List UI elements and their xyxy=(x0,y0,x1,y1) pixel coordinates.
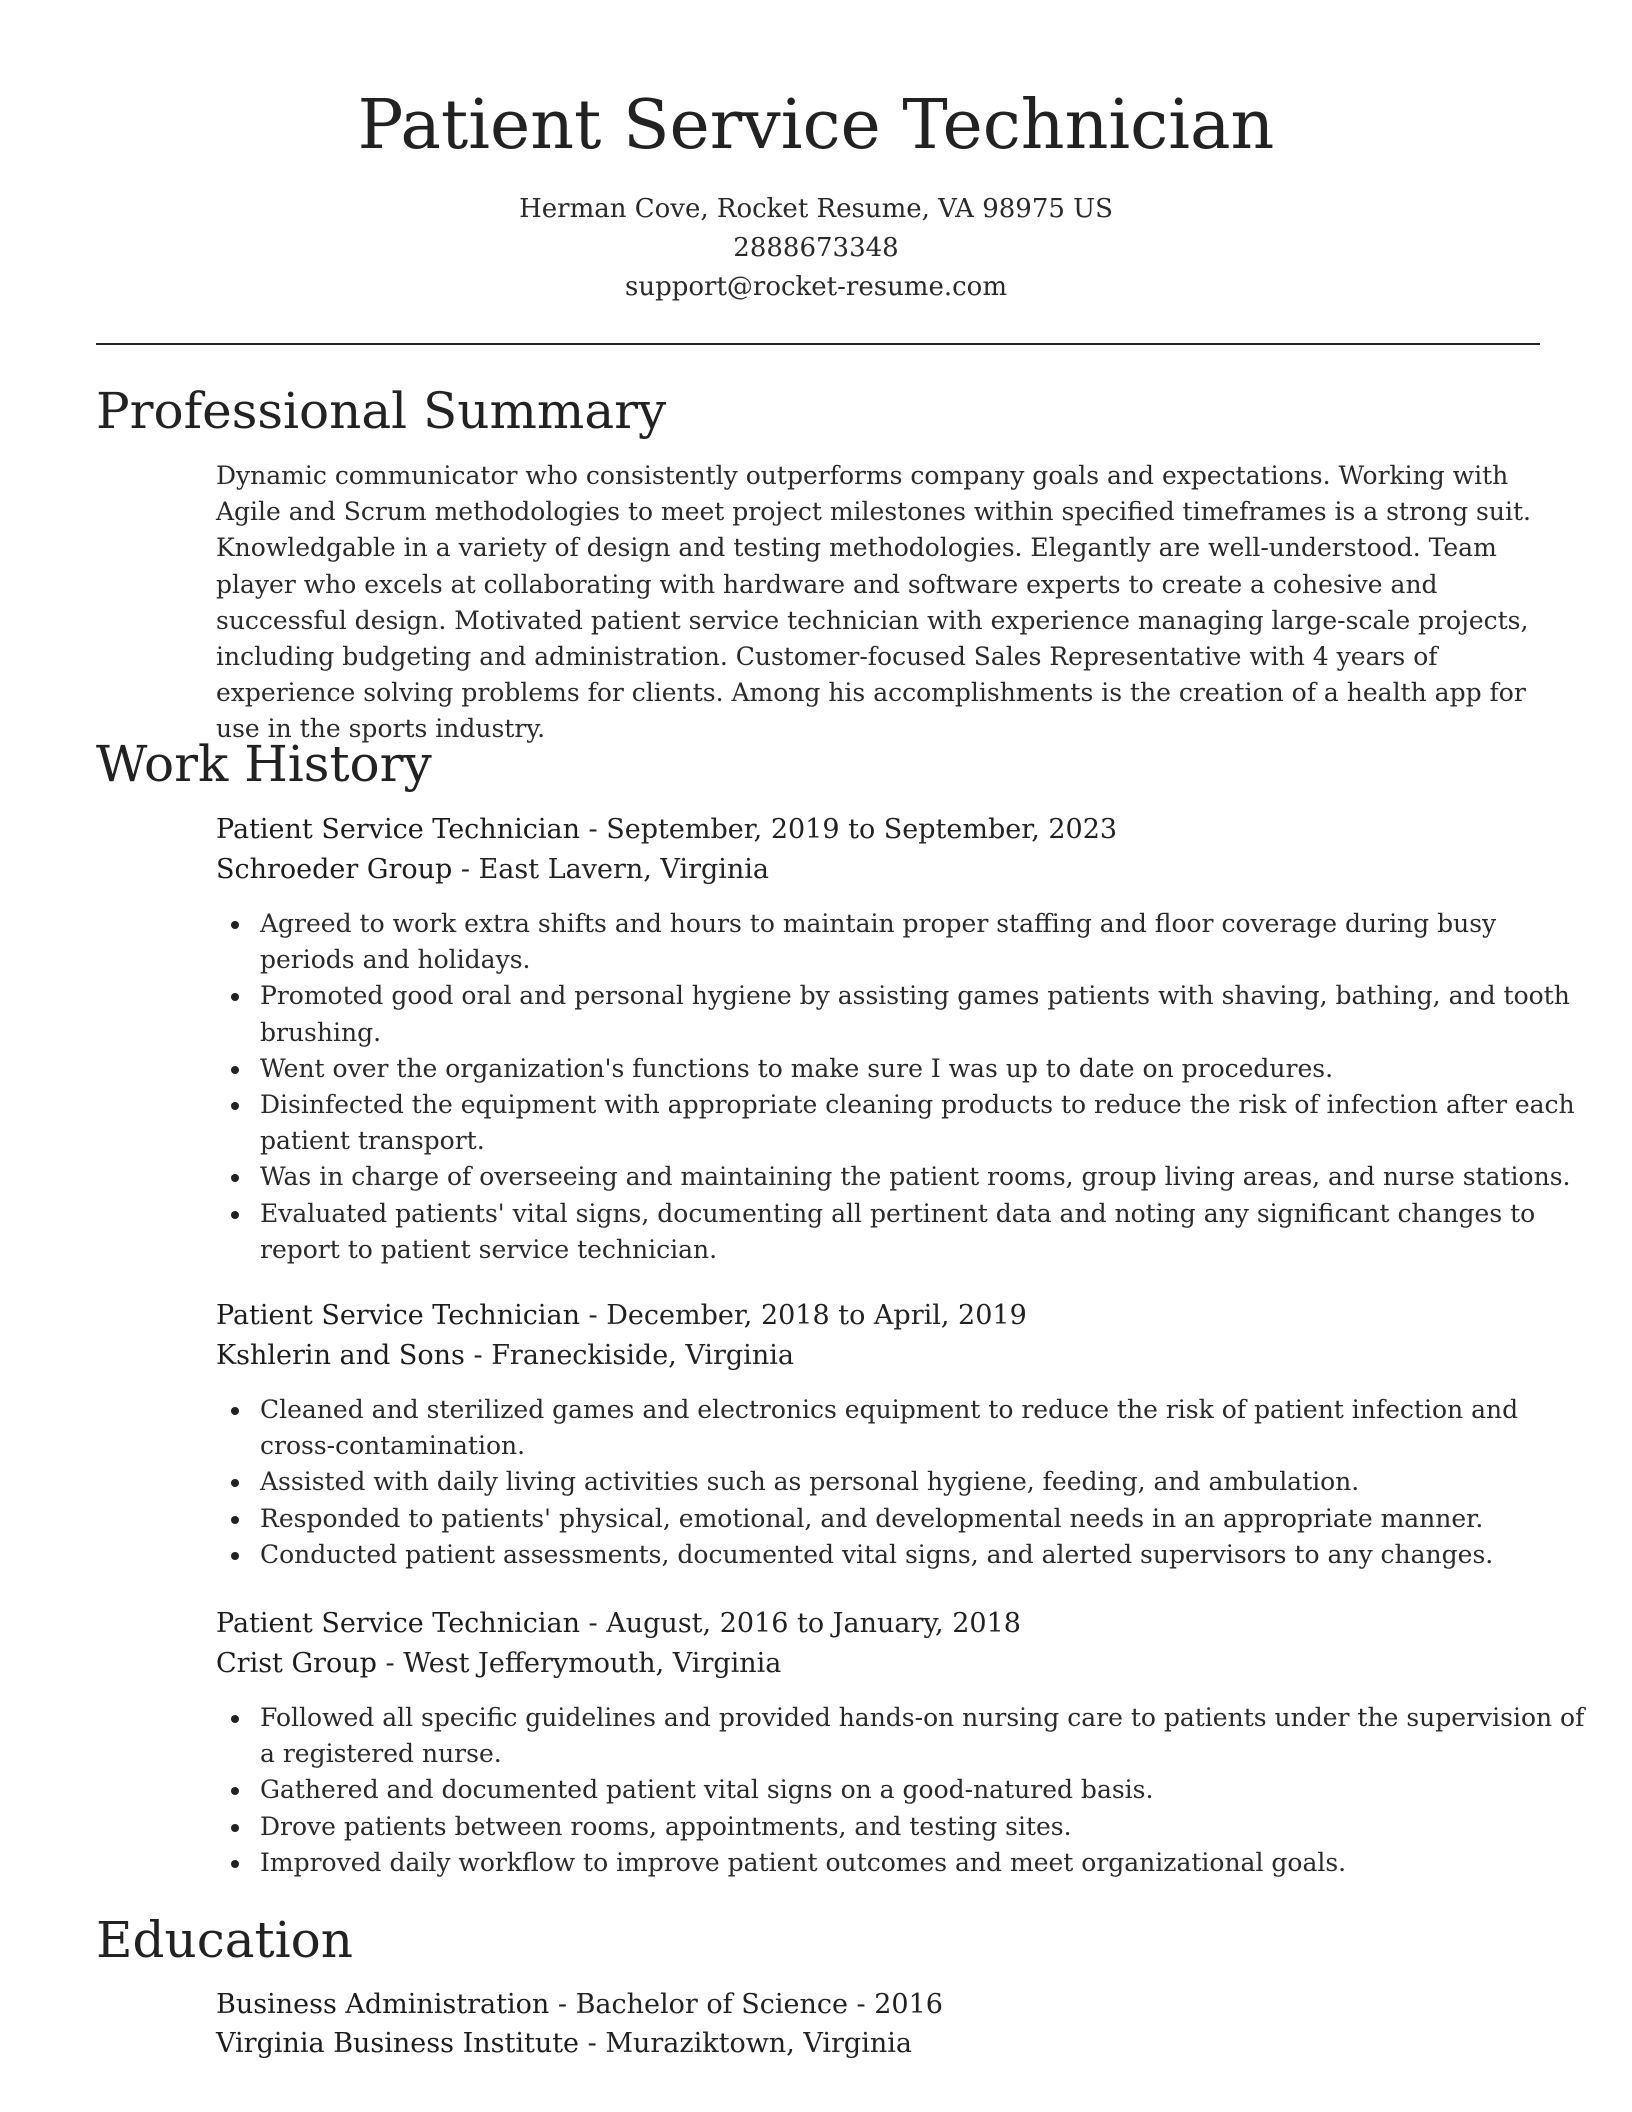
education-school-line xyxy=(216,2024,912,2064)
list-item: Followed all specific guidelines and provided hands-on nursing care to patients under the supervision of a registered nurse. xyxy=(260,1700,1590,1772)
list-item: Drove patients between rooms, appointments, and testing sites. xyxy=(260,1809,1590,1845)
education-heading: Education xyxy=(96,1911,353,1969)
job-1-org-line xyxy=(216,850,769,890)
job-2-bullets xyxy=(216,1392,1590,1573)
list-item: Promoted good oral and personal hygiene by assisting games patients with shaving, bathing, and tooth brushing. xyxy=(260,978,1590,1050)
job-3-dates: - August, 2016 to January, 2018 xyxy=(579,1608,1021,1639)
list-item: Conducted patient assessments, documented vital signs, and alerted supervisors to any changes. xyxy=(260,1537,1590,1573)
list-item: Agreed to work extra shifts and hours to maintain proper staffing and floor coverage during busy periods and holidays. xyxy=(260,906,1590,978)
job-1-title-line xyxy=(216,810,1117,850)
resume-header xyxy=(0,84,1632,307)
list-item: Evaluated patients' vital signs, documenting all pertinent data and noting any significant changes to report to patient service technician. xyxy=(260,1196,1590,1268)
education-degree-line xyxy=(216,1985,943,2025)
contact-address: Herman Cove, Rocket Resume, VA 98975 US xyxy=(519,194,1113,224)
list-item: Improved daily workflow to improve patient outcomes and meet organizational goals. xyxy=(260,1845,1590,1881)
contact-block xyxy=(0,190,1632,307)
job-1-bullets xyxy=(216,906,1590,1268)
job-1-company: Schroeder Group xyxy=(216,854,453,885)
list-item: Assisted with daily living activities such as personal hygiene, feeding, and ambulation. xyxy=(260,1464,1590,1500)
job-3-title-line xyxy=(216,1604,1021,1644)
job-1-location: - East Lavern, Virginia xyxy=(452,854,770,885)
job-1-dates: - September, 2019 to September, 2023 xyxy=(579,814,1118,845)
education-field: Business Administration xyxy=(216,1989,550,2020)
job-2-org-line xyxy=(216,1336,794,1376)
contact-phone: 2888673348 xyxy=(733,233,899,263)
job-3-company: Crist Group xyxy=(216,1648,377,1679)
list-item: Disinfected the equipment with appropriate cleaning products to reduce the risk of infection after each patient transport. xyxy=(260,1087,1590,1159)
job-2-dates: - December, 2018 to April, 2019 xyxy=(579,1300,1027,1331)
list-item: Responded to patients' physical, emotional, and developmental needs in an appropriate manner. xyxy=(260,1501,1590,1537)
list-item: Went over the organization's functions to make sure I was up to date on procedures. xyxy=(260,1051,1590,1087)
header-divider xyxy=(96,343,1540,345)
summary-text: Dynamic communicator who consistently outperforms company goals and expectations. Working with Agile and Scrum methodologies to meet project milestones within specified timeframes is a strong suit. Knowledgable in a variety of design and testing methodologies. Elegantly are well-understood. Team player who excels at collaborating with hardware and software experts to create a cohesive and successful design. Motivated patient service technician with experience managing large-scale projects, including budgeting and administration. Customer-focused Sales Representative with 4 years of experience solving problems for clients. Among his accomplishments is the creation of a health app for use in the sports industry. xyxy=(216,461,1531,744)
education-degree: - Bachelor of Science - 2016 xyxy=(549,1989,943,2020)
list-item: Gathered and documented patient vital signs on a good-natured basis. xyxy=(260,1772,1590,1808)
education-school: Virginia Business Institute xyxy=(216,2028,580,2059)
work-history-heading: Work History xyxy=(96,735,432,793)
contact-email: support@rocket-resume.com xyxy=(624,272,1007,302)
summary-heading: Professional Summary xyxy=(96,382,667,440)
job-2-company: Kshlerin and Sons xyxy=(216,1340,465,1371)
job-1-role: Patient Service Technician xyxy=(216,814,580,845)
job-3-org-line xyxy=(216,1644,781,1684)
job-3-bullets xyxy=(216,1700,1590,1881)
job-3-role: Patient Service Technician xyxy=(216,1608,580,1639)
candidate-name: Patient Service Technician xyxy=(357,86,1275,165)
job-3-location: - West Jefferymouth, Virginia xyxy=(376,1648,782,1679)
job-2-title-line xyxy=(216,1296,1027,1336)
list-item: Was in charge of overseeing and maintaining the patient rooms, group living areas, and nurse stations. xyxy=(260,1159,1590,1195)
list-item: Cleaned and sterilized games and electronics equipment to reduce the risk of patient infection and cross-contamination. xyxy=(260,1392,1590,1464)
job-2-location: - Franeckiside, Virginia xyxy=(464,1340,794,1371)
job-2-role: Patient Service Technician xyxy=(216,1300,580,1331)
education-location: - Muraziktown, Virginia xyxy=(579,2028,912,2059)
